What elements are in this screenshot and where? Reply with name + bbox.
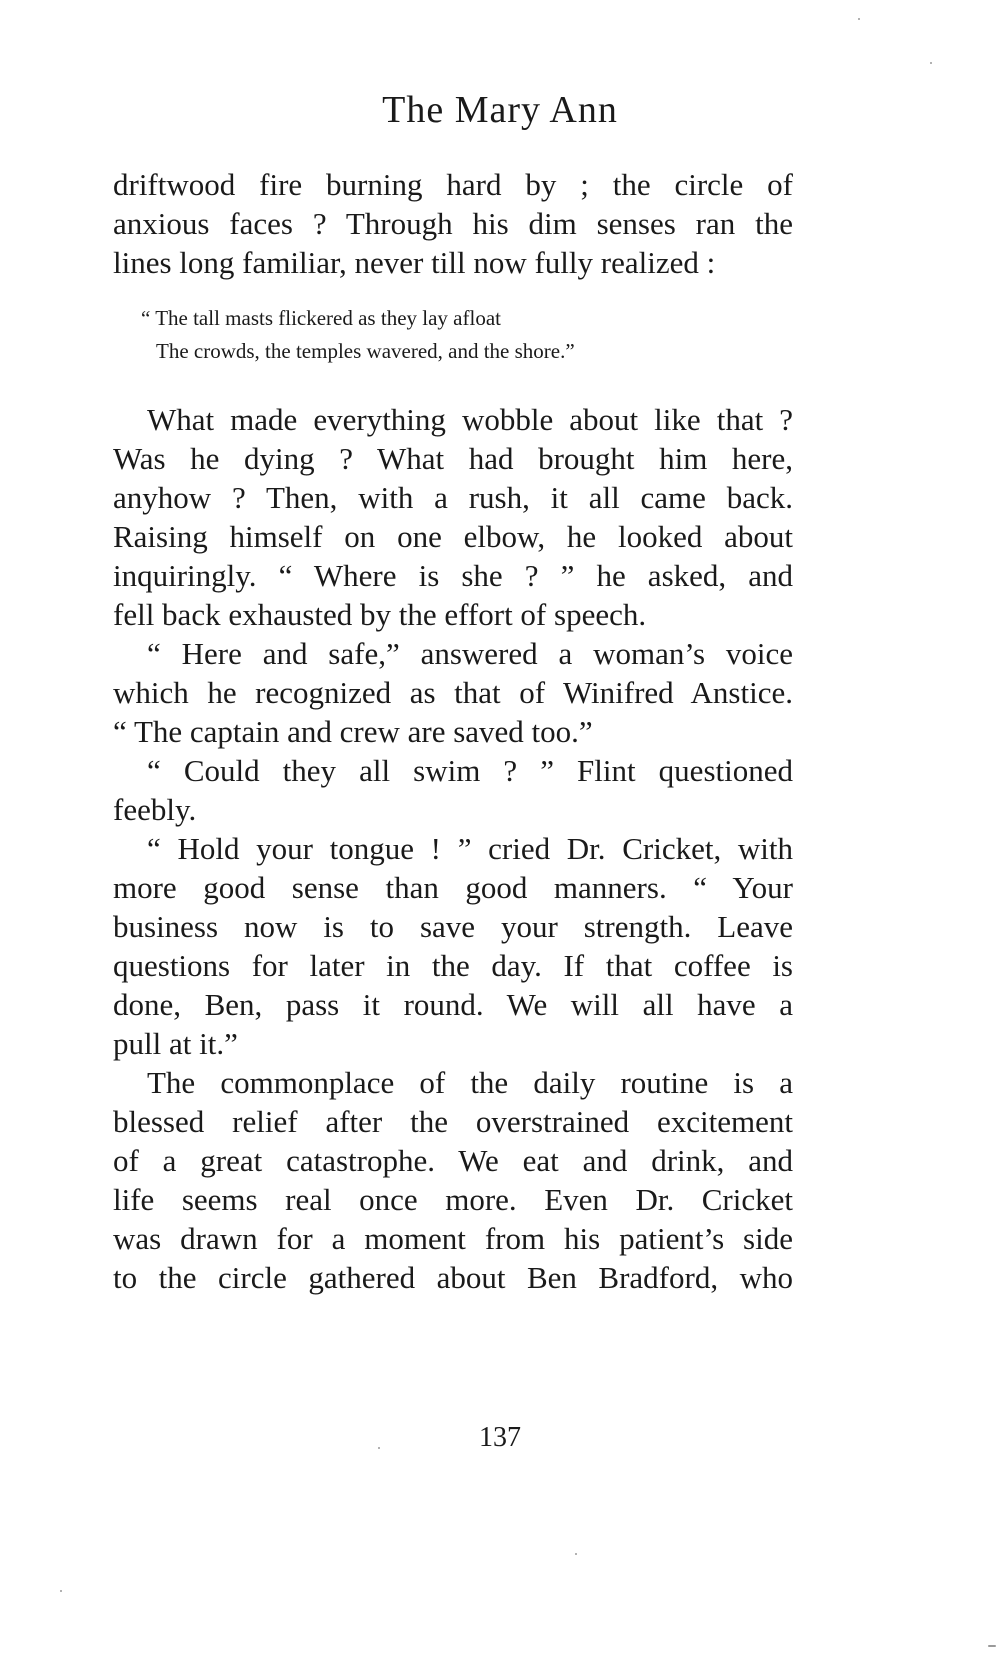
paragraph: [113, 829, 793, 1063]
text-line: driftwood fire burning hard by ; the circle of: [113, 167, 793, 202]
text-line: pull at it.”: [113, 1026, 238, 1061]
text-line: done, Ben, pass it round. We will all have a: [113, 987, 793, 1022]
text-line: more good sense than good manners. “ Your: [113, 870, 793, 905]
paragraph: [113, 634, 793, 751]
running-head: The Mary Ann: [382, 89, 618, 131]
text-line: which he recognized as that of Winifred Anstice.: [113, 675, 793, 710]
paper-speck: [378, 1447, 380, 1449]
verse-line: “ The tall masts flickered as they lay afloat: [141, 306, 501, 330]
paragraph-continued: [113, 165, 793, 282]
verse-quotation: [141, 302, 793, 368]
verse-line: The crowds, the temples wavered, and the shore.”: [156, 339, 575, 363]
paper-speck: [858, 18, 860, 20]
text-line: anyhow ? Then, with a rush, it all came back.: [113, 480, 793, 515]
text-line: was drawn for a moment from his patient’s side: [113, 1221, 793, 1256]
text-line: “ Here and safe,” answered a woman’s voice: [147, 636, 793, 671]
page-number: 137: [479, 1422, 521, 1453]
text-line: “ The captain and crew are saved too.”: [113, 714, 593, 749]
paragraph: [113, 751, 793, 829]
text-line: of a great catastrophe. We eat and drink, and: [113, 1143, 793, 1178]
text-line: “ Could they all swim ? ” Flint questioned: [147, 753, 793, 788]
text-line: blessed relief after the overstrained excitement: [113, 1104, 793, 1139]
text-line: Was he dying ? What had brought him here,: [113, 441, 793, 476]
text-line: feebly.: [113, 792, 197, 827]
paragraph: [113, 1063, 793, 1297]
paper-speck: [60, 1590, 62, 1592]
text-line: “ Hold your tongue ! ” cried Dr. Cricket, with: [147, 831, 793, 866]
text-line: business now is to save your strength. Leave: [113, 909, 793, 944]
paper-speck: [930, 62, 932, 64]
text-line: questions for later in the day. If that coffee is: [113, 948, 793, 983]
text-line: to the circle gathered about Ben Bradford, who: [113, 1260, 793, 1295]
text-line: The commonplace of the daily routine is a: [147, 1065, 793, 1100]
text-line: anxious faces ? Through his dim senses ran the: [113, 206, 793, 241]
text-line: fell back exhausted by the effort of speech.: [113, 597, 647, 632]
text-line: lines long familiar, never till now fully realized :: [113, 245, 716, 280]
text-line: Raising himself on one elbow, he looked about: [113, 519, 793, 554]
body-text: [113, 165, 793, 1297]
paper-speck: [575, 1553, 577, 1555]
text-line: inquiringly. “ Where is she ? ” he asked, and: [113, 558, 793, 593]
paper-speck: [988, 1645, 996, 1647]
text-line: What made everything wobble about like that ?: [147, 402, 793, 437]
text-line: life seems real once more. Even Dr. Cricket: [113, 1182, 793, 1217]
paragraph: [113, 400, 793, 634]
